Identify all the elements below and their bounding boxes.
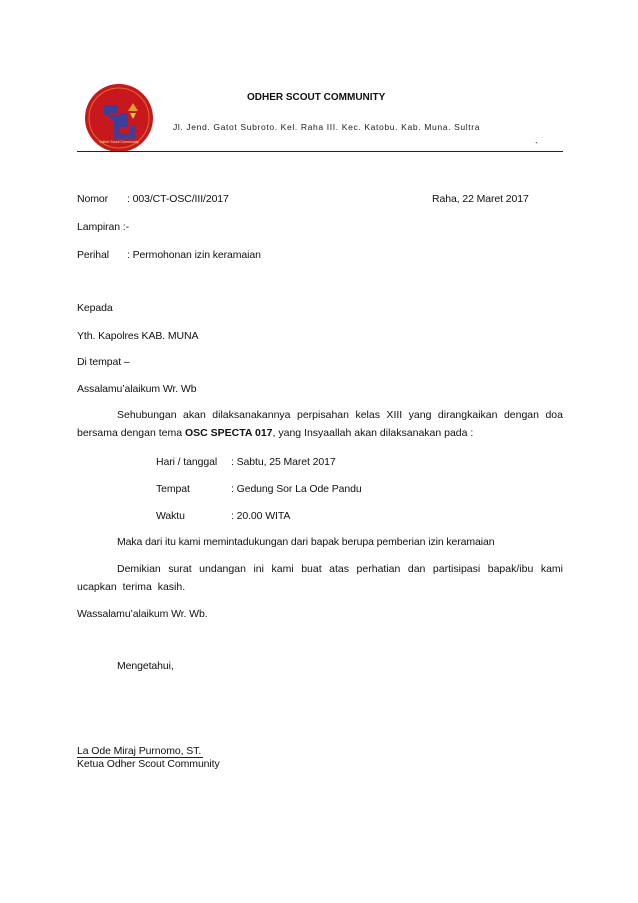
detail-value-tempat: : Gedung Sor La Ode Pandu (231, 483, 362, 495)
paragraph-intro (77, 406, 563, 442)
header-rule (77, 151, 563, 152)
lampiran: Lampiran :- (77, 221, 130, 233)
detail-label-waktu: Waktu (156, 510, 185, 522)
para1-text-a: Sehubungan akan dilaksanakannya perpisahan kelas XIII yang dirangkaikan dengan doa bersama dengan tema (77, 409, 563, 439)
org-address: Jl. Jend. Gatot Subroto. Kel. Raha III. Kec. Katobu. Kab. Muna. Sultra (173, 122, 481, 132)
salam-close: Wassalamu’alaikum Wr. Wb. (77, 608, 208, 620)
mengetahui: Mengetahui, (117, 660, 174, 672)
org-name: ODHER SCOUT COMMUNITY (247, 92, 386, 103)
logo-lettering: Odher Scout Community (99, 140, 139, 144)
organization-logo (84, 83, 154, 153)
di-tempat: Di tempat – (77, 356, 130, 368)
detail-label-hari: Hari / tanggal (156, 456, 218, 468)
paragraph-request: Maka dari itu kami memintadukungan dari bapak berupa pemberian izin keramaian (117, 536, 495, 548)
signer-title: Ketua Odher Scout Community (77, 758, 220, 770)
nomor-value: : 003/CT-OSC/III/2017 (127, 193, 229, 205)
kepada: Kepada (77, 302, 113, 314)
event-theme: OSC SPECTA 017 (184, 427, 273, 439)
perihal-label: Perihal (77, 249, 109, 261)
salam-open: Assalamu’alaikum Wr. Wb (77, 383, 197, 395)
paragraph-closing: Demikian surat undangan ini kami buat atas perhatian dan partisipasi bapak/ibu kami ucapkan terima kasih. (77, 563, 563, 593)
recipient: Yth. Kapolres KAB. MUNA (77, 330, 199, 342)
detail-label-tempat: Tempat (156, 483, 190, 495)
para1-text-b: , yang Insyaallah akan dilaksanakan pada : (272, 427, 474, 439)
perihal-value: : Permohonan izin keramaian (127, 249, 261, 261)
nomor-label: Nomor (77, 193, 109, 205)
detail-value-hari: : Sabtu, 25 Maret 2017 (231, 456, 336, 468)
signer-name: La Ode Miraj Purnomo, ST. (77, 745, 202, 757)
rule-mark: ` (535, 141, 538, 151)
place-date: Raha, 22 Maret 2017 (432, 193, 529, 205)
detail-value-waktu: : 20.00 WITA (231, 510, 291, 522)
